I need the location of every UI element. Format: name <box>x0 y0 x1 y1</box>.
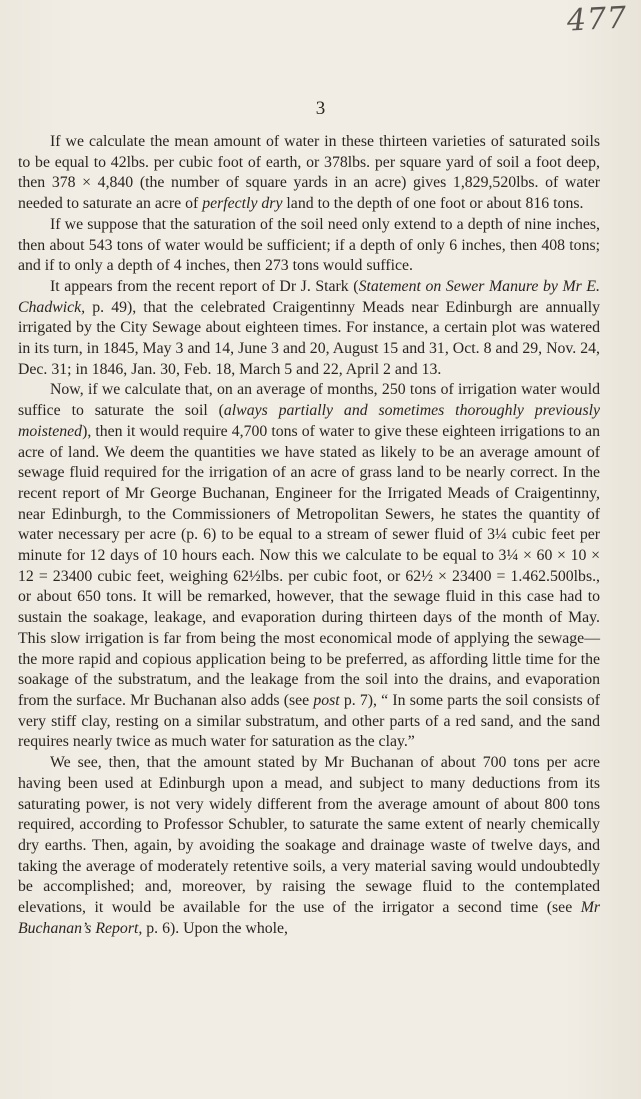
handwritten-page-number: 477 <box>565 0 628 39</box>
text-run: p. 49), that the celebrated Craigentinny Meads near Edinburgh are annually irrigated by the City Sewage about eighteen times. For instance, a certain plot was watered in its turn, in 1845, May 3 and 14, June 3 and 20, August 15 and 31, Oct. 8 and 29, Nov. 24, Dec. 31; in 1846, Jan. 30, Feb. 18, March 5 and 22, April 2 and 13. <box>18 298 600 378</box>
text-run: It appears from the recent report of Dr J. Stark ( <box>50 277 359 295</box>
italic-text: post <box>313 691 340 709</box>
text-run: ), then it would require 4,700 tons of water to give these eighteen irrigations to an acre of land. We deem the quantities we have stated as likely to be an average amount of sewage fluid required for the irrigation of an acre of grass land to be nearly correct. In the recent report of Mr George Buchanan, Engineer for the Irrigated Meads of Craigentinny, near Edinburgh, to the Commissioners of Metropolitan Sewers, he states the quantity of water necessary per acre (p. 6) to be equal to a stream of sewer fluid of 3¼ cubic feet per minute for 12 days of 10 hours each. Now this we calculate to be equal to 3¼ × 60 × 10 × 12 = 23400 cubic feet, weighing 62½lbs. per cubic foot, or 62½ × 23400 = 1.462.500lbs., or about 650 tons. It will be remarked, however, that the sewage fluid in this case had to sustain the soakage, leakage, and evaporation during thirteen days of the month of May. This slow irrigation is far from being the most economical mode of applying the sewage—the more rapid and copious application being to be preferred, as affording little time for the soakage of the substratum, and the leakage from the soil into the drains, and evaporation from the surface. Mr Buchanan also adds (see <box>18 422 600 709</box>
text-run: p. 6). Upon the whole, <box>142 919 288 937</box>
text-run: Now, if we calculate that, on an average of months, 250 tons of irrigation water would suffice to saturate the soil ( <box>18 381 600 420</box>
paragraph <box>18 132 600 215</box>
italic-text: Mr Buchanan’s Report, <box>18 899 600 937</box>
text-run: If we suppose that the saturation of the soil need only extend to a depth of nine inches, then about 543 tons of water would be sufficient; if a depth of only 6 inches, then 408 tons; and if to only a depth of 4 inches, then 273 tons would suffice. <box>18 215 600 275</box>
italic-text: always partially and sometimes thoroughly previously moistened <box>18 402 601 440</box>
page-number: 3 <box>315 98 326 119</box>
paragraph <box>18 277 600 381</box>
text-run: land to the depth of one foot or about 816 tons. <box>282 195 584 213</box>
text-run: p. 7), “ In some parts the soil consists of very stiff clay, resting on a similar substratum, and other parts of a red sand, and the sand requires nearly twice as much water for saturation as the clay.” <box>18 691 600 751</box>
paragraph <box>18 753 600 939</box>
paragraph <box>18 215 600 277</box>
italic-text: perfectly dry <box>202 195 283 213</box>
paragraph <box>18 380 600 753</box>
body-text <box>18 132 600 939</box>
text-run: If we calculate the mean amount of water in these thirteen varieties of saturated soils to be equal to 42lbs. per cubic foot of earth, or 378lbs. per square yard of soil a foot deep, then 378 × 4,840 (the number of square yards in an acre) gives 1,829,520lbs. of water needed to saturate an acre of <box>18 133 600 213</box>
text-run: We see, then, that the amount stated by Mr Buchanan of about 700 tons per acre having been used at Edinburgh upon a mead, and subject to many deductions from its saturating power, is not very widely different from the average amount of about 800 tons required, according to Professor Schubler, to saturate the same extent of nearly chemically dry earths. Then, again, by avoiding the soakage and drainage waste of twelve days, and taking the average of moderately retentive soils, a very material saving would undoubtedly be accomplished; and, moreover, by raising the sewage fluid to the contemplated elevations, it would be available for the use of the irrigator a second time (see <box>18 754 600 917</box>
italic-text: Statement on Sewer Manure by Mr E. Chadwick, <box>18 277 600 316</box>
